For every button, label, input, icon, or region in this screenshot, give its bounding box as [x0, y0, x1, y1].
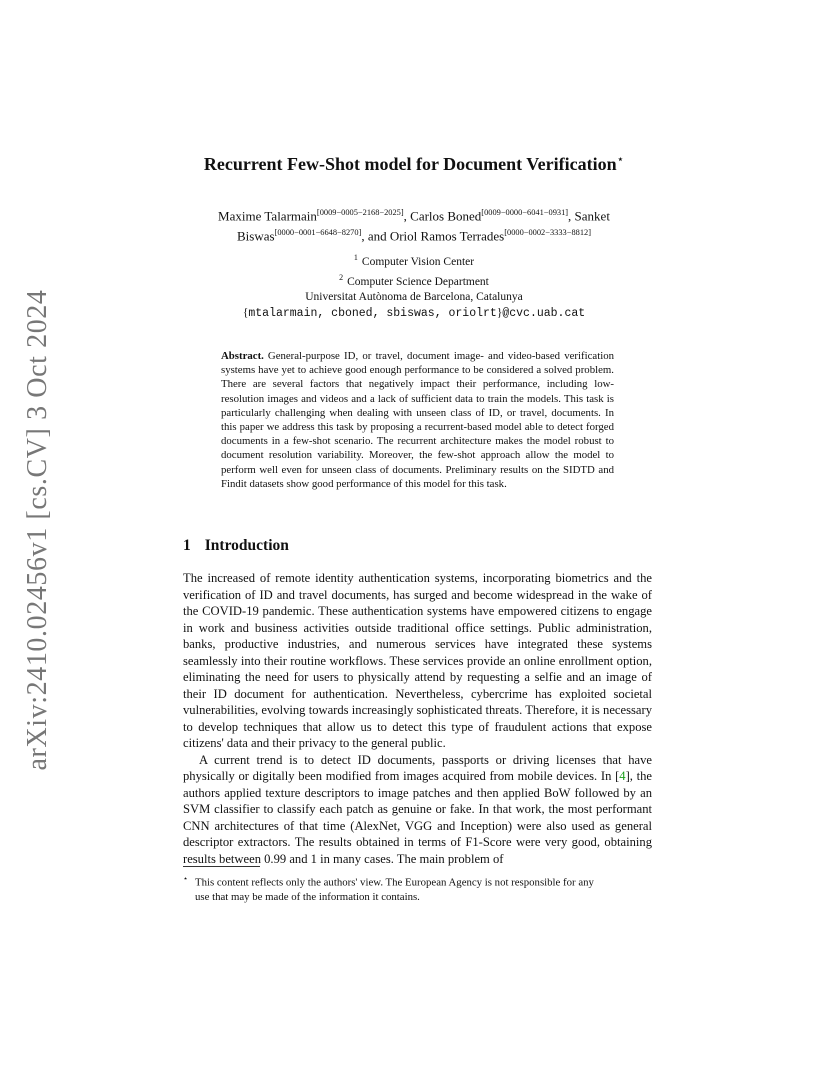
university-line: Universitat Autònoma de Barcelona, Catalunya [305, 291, 523, 304]
body-text [183, 570, 652, 867]
paragraph-text: A current trend is to detect ID documents, passports or driving licenses that have physically or digitally been modified from images acquired from mobile devices. In [183, 752, 652, 783]
footnote-rule [183, 866, 260, 867]
footnote-marker: ⋆ [183, 874, 189, 883]
author-orcid: [0009−0005−2168−2025] [316, 208, 404, 217]
author-name: Carlos Boned [410, 208, 482, 224]
author-list [170, 204, 658, 245]
email-brace-open: { [242, 306, 249, 319]
author-orcid: [0009−0000−6041−0931] [481, 208, 569, 217]
citation-bracket: ] [625, 769, 630, 783]
arxiv-identifier: arXiv:2410.02456v1 [cs.CV] 3 Oct 2024 [22, 289, 53, 771]
author-orcid: [0000−0001−6648−8270] [274, 228, 362, 238]
affiliation-line [170, 250, 658, 270]
author-separator: , [568, 208, 575, 224]
email-users: mtalarmain, cboned, sbiswas, oriolrt [248, 306, 497, 320]
citation-link[interactable]: 4 [619, 769, 626, 783]
footnote-text-line: This content reflects only the authors' view. The European Agency is not responsible for any [195, 876, 594, 889]
author-separator: , and [361, 228, 390, 244]
email-brace-close: } [496, 306, 503, 319]
affiliation-line [170, 270, 658, 290]
author-name: Sanket Biswas [237, 208, 610, 244]
footnote-text-line: use that may be made of the information it contains. [195, 890, 420, 903]
abstract-text: General-purpose ID, or travel, document image- and video-based verification systems have yet to achieve good enough performance to be considered a solved problem. There are several factors that negatively impact their performance, including low-resolution images and videos and a lack of sufficient data to train the models. This task is particularly challenging when dealing with unseen class of ID, or travel, documents. In this paper we address this task by proposing a recurrent-based model able to detect forged documents in a few-shot scenario. The recurrent architecture makes the model robust to document resolution variability. Moreover, the few-shot approach allow the model to perform well even for unseen class of documents. Preliminary results on the SIDTD and Findit datasets show good performance of this model for this task. [221, 350, 614, 490]
citation-bracket: [ [615, 769, 620, 783]
footnote [183, 872, 652, 904]
affiliation-name: Computer Vision Center [361, 255, 475, 268]
email-line[interactable] [170, 306, 658, 321]
affiliations [170, 250, 658, 321]
section-title: Introduction [204, 537, 289, 554]
paragraph: The increased of remote identity authentication systems, incorporating biometrics and the verification of ID and travel documents, has surged and become widespread in the wake of the COVID-19 pandemic. These authentication systems have empowered citizens to engage in work and business activities outside traditional office settings. Public administration, banks, productive industries, and numerous services have integrated these systems seamlessly into their routine workflows. These services provide an online enrollment option, eliminating the need for users to physically attend by requesting a selfie and an image of their ID document for authentication. Nevertheless, cybercrime has exploited societal vulnerabilities, evolving towards increasingly sophisticated threats. Therefore, it is necessary to develop techniques that allow us to detect this type of fraudulent actions that expose citizens' data and their privacy to the general public. [183, 571, 652, 750]
section-heading [183, 537, 289, 555]
email-domain: @cvc.uab.cat [502, 306, 586, 320]
title-star-marker[interactable]: ⋆ [616, 152, 625, 166]
affiliation-marker: 2 [339, 273, 344, 283]
author-name: Maxime Talarmain [218, 208, 317, 224]
paper-title-text: Recurrent Few-Shot model for Document Verification [203, 154, 617, 174]
author-name: Oriol Ramos Terrades [389, 228, 505, 244]
paragraph [183, 752, 652, 868]
affiliation-marker: 1 [353, 253, 358, 262]
abstract-label: Abstract. [221, 350, 264, 362]
paragraph-text: , the authors applied texture descriptors to image patches and then applied BoW followed by an SVM classifier to classify each patch as genuine or fake. In that work, the most performant CNN architectures of that time (AlexNet, VGG and Inception) were also used as general descriptor extractors. The results obtained in terms of F1-Score were very good, obtaining results between 0.99 and 1 in many cases. The main problem of [183, 769, 653, 866]
affiliation-name: Computer Science Department [347, 275, 489, 288]
author-separator: , [403, 208, 411, 224]
section-number: 1 [183, 537, 191, 554]
abstract [221, 349, 614, 491]
paper-title [183, 152, 645, 175]
author-orcid: [0000−0002−3333−8812] [504, 228, 591, 238]
